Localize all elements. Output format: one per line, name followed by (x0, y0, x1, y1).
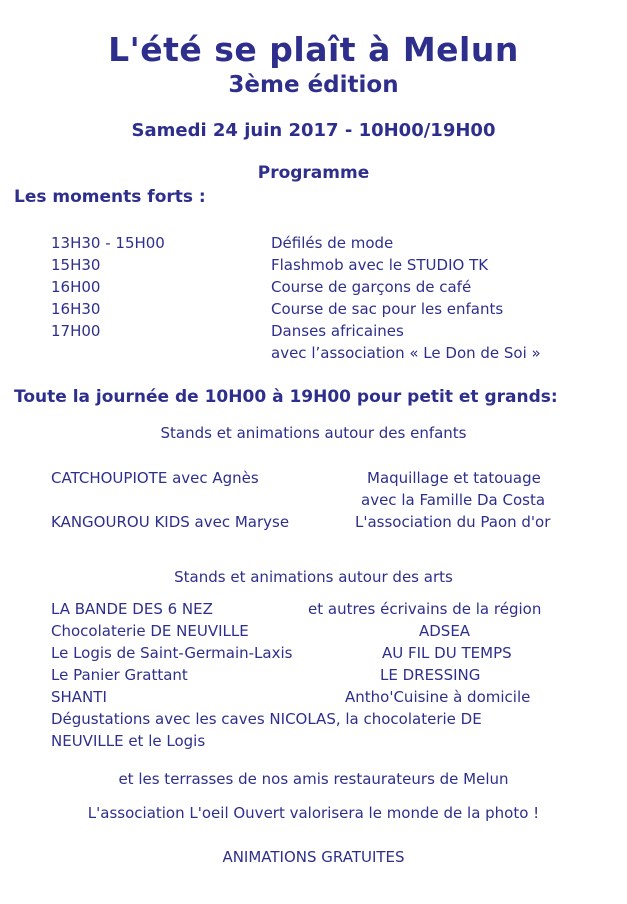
time-slot: 16H30 (51, 300, 101, 318)
highlights-heading: Les moments forts : (14, 187, 206, 207)
photo-line: L'association L'oeil Ouvert valorisera le monde de la photo ! (87, 804, 540, 822)
kids-activity: L'association du Paon d'or (355, 513, 551, 531)
time-slot: 15H30 (51, 256, 101, 274)
arts-stand-right: AU FIL DU TEMPS (382, 644, 512, 662)
event-name: Course de sac pour les enfants (271, 300, 504, 318)
edition-subtitle: 3ème édition (228, 72, 399, 98)
programme-label: Programme (257, 163, 370, 183)
event-name: Course de garçons de café (271, 278, 472, 296)
kids-stand: KANGOUROU KIDS avec Maryse (51, 513, 290, 531)
arts-stand: Le Logis de Saint-Germain-Laxis (51, 644, 293, 662)
event-name: Danses africaines (271, 322, 404, 340)
arts-stand-right: et autres écrivains de la région (308, 600, 542, 618)
time-slot: 17H00 (51, 322, 101, 340)
arts-stand: Chocolaterie DE NEUVILLE (51, 622, 249, 640)
event-date: Samedi 24 juin 2017 - 10H00/19H00 (131, 120, 496, 141)
event-name: Flashmob avec le STUDIO TK (271, 256, 489, 274)
arts-stand: SHANTI (51, 688, 107, 706)
highlights-events (271, 232, 541, 364)
arts-heading: Stands et animations autour des arts (174, 568, 453, 586)
highlights-times (51, 232, 165, 342)
kids-stand: CATCHOUPIOTE avec Agnès (51, 469, 259, 487)
arts-stands-left (51, 598, 292, 708)
arts-stand-right: Antho'Cuisine à domicile (345, 688, 531, 706)
tasting-line: NEUVILLE et le Logis (51, 732, 206, 750)
tasting-line: Dégustations avec les caves NICOLAS, la chocolaterie DE (51, 710, 482, 728)
all-day-heading: Toute la journée de 10H00 à 19H00 pour petit et grands: (14, 387, 558, 407)
arts-stand: LA BANDE DES 6 NEZ (51, 600, 213, 618)
free-animations: ANIMATIONS GRATUITES (222, 848, 405, 866)
terraces-line: et les terrasses de nos amis restaurateurs de Melun (118, 770, 509, 788)
time-slot: 13H30 - 15H00 (51, 234, 165, 252)
arts-stand: Le Panier Grattant (51, 666, 188, 684)
event-name: Défilés de mode (271, 234, 394, 252)
arts-stand-right: ADSEA (419, 622, 471, 640)
time-slot: 16H00 (51, 278, 101, 296)
page-title: L'été se plaît à Melun (108, 30, 519, 69)
kids-heading: Stands et animations autour des enfants (160, 424, 467, 442)
kids-activity: Maquillage et tatouage (367, 469, 541, 487)
event-name: avec l’association « Le Don de Soi » (271, 344, 541, 362)
arts-stand-right: LE DRESSING (380, 666, 481, 684)
kids-activity: avec la Famille Da Costa (361, 491, 546, 509)
